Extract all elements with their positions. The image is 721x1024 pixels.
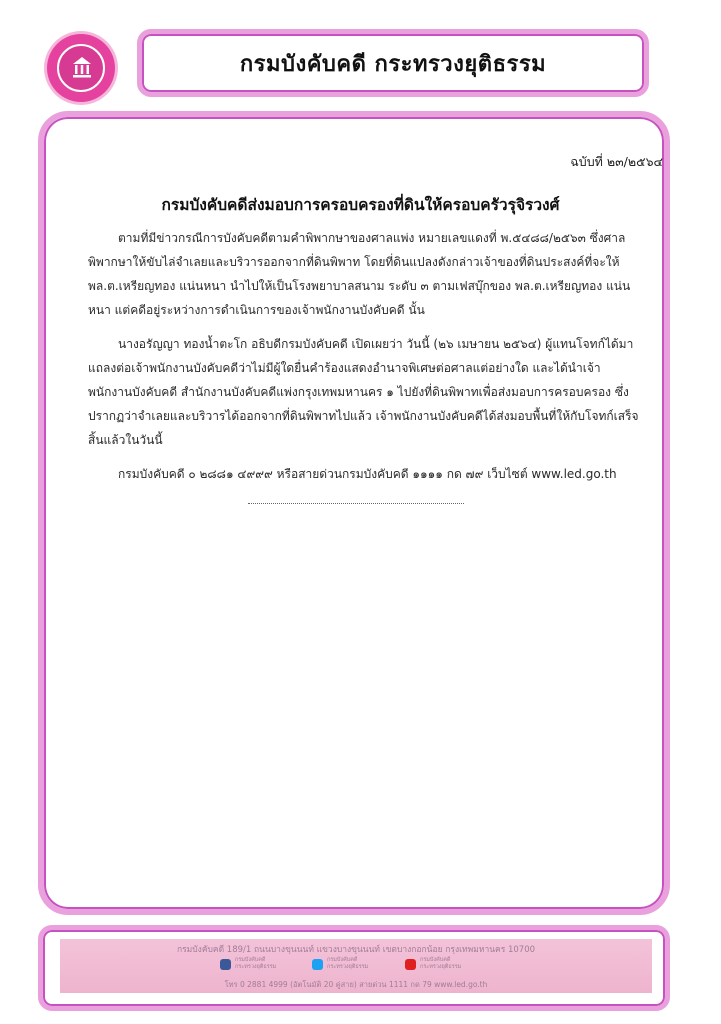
twitter-icon xyxy=(312,959,323,970)
footer-address: กรมบังคับคดี 189/1 ถนนบางขุนนนท์ แขวงบางขุนนนท์ เขตบางกอกน้อย กรุงเทพมหานคร 10700 xyxy=(176,945,536,955)
social-label: กระทรวงยุติธรรม xyxy=(235,964,277,970)
social-label: กระทรวงยุติธรรม xyxy=(327,964,369,970)
footer-band xyxy=(60,939,652,993)
header-title: กรมบังคับคดี กระทรวงยุติธรรม xyxy=(239,51,547,77)
document-title: กรมบังคับคดีส่งมอบการครอบครองที่ดินให้ครอบครัวรุจิรวงศ์ xyxy=(161,196,560,214)
document-body xyxy=(88,226,644,496)
body-paragraph: ตามที่มีข่าวกรณีการบังคับคดีตามคำพิพากษาของศาลแพ่ง หมายเลขแดงที่ พ.๕๔๘๘/๒๕๖๓ ซึ่งศาลพิพากษาให้ขับไล่จำเลยและบริวารออกจากที่ดินพิพาท โดยที่ดินแปลงดังกล่าวเจ้าของที่ดินประสงค์ที่จะให้ พล.ต.เหรียญทอง แน่นหนา นำไปให้เป็นโรงพยาบาลสนาม ระดับ ๓ ตามเฟสบุ๊กของ พล.ต.เหรียญทอง แน่นหนา แต่คดีอยู่ระหว่างการดำเนินการของเจ้าพนักงานบังคับคดี นั้น xyxy=(88,231,631,317)
facebook-link[interactable] xyxy=(220,957,276,971)
social-label: กรมบังคับคดี xyxy=(327,957,358,963)
contact-paragraph: กรมบังคับคดี ๐ ๒๘๘๑ ๔๙๙๙ หรือสายด่วนกรมบังคับคดี ๑๑๑๑ กด ๗๙ เว็บไซต์ www.led.go.th xyxy=(118,467,617,481)
body-paragraph: นางอรัญญา ทองน้ำตะโก อธิบดีกรมบังคับคดี เปิดเผยว่า วันนี้ (๒๖ เมษายน ๒๕๖๔) ผู้แทนโจทก์ได้มาแถลงต่อเจ้าพนักงานบังคับคดีว่าไม่มีผู้ใดยื่นคำร้องแสดงอำนาจพิเศษต่อศาลแต่อย่างใด และได้นำเจ้าพนักงานบังคับคดี สำนักงานบังคับคดีแพ่งกรุงเทพมหานคร ๑ ไปยังที่ดินพิพาทเพื่อส่งมอบการครอบครอง ซึ่งปรากฏว่าจำเลยและบริวารได้ออกจากที่ดินพิพาทไปแล้ว เจ้าพนักงานบังคับคดีได้ส่งมอบพื้นที่ให้กับโจทก์เสร็จสิ้นแล้วในวันนี้ xyxy=(88,337,639,447)
building-emblem-icon xyxy=(72,56,92,78)
social-label: กระทรวงยุติธรรม xyxy=(420,964,462,970)
twitter-link[interactable] xyxy=(312,957,368,971)
header-banner xyxy=(137,29,649,97)
youtube-icon xyxy=(405,959,416,970)
reference-number: ฉบับที่ ๒๓/๒๕๖๔ xyxy=(570,154,663,169)
youtube-link[interactable] xyxy=(405,957,461,971)
social-label: กรมบังคับคดี xyxy=(420,957,451,963)
footer-contact: โทร 0 2881 4999 (อัตโนมัติ 20 คู่สาย) สายด่วน 1111 กด 79 www.led.go.th xyxy=(224,980,488,989)
social-label: กรมบังคับคดี xyxy=(235,957,266,963)
department-logo xyxy=(47,34,115,102)
end-divider xyxy=(248,503,464,504)
facebook-icon xyxy=(220,959,231,970)
